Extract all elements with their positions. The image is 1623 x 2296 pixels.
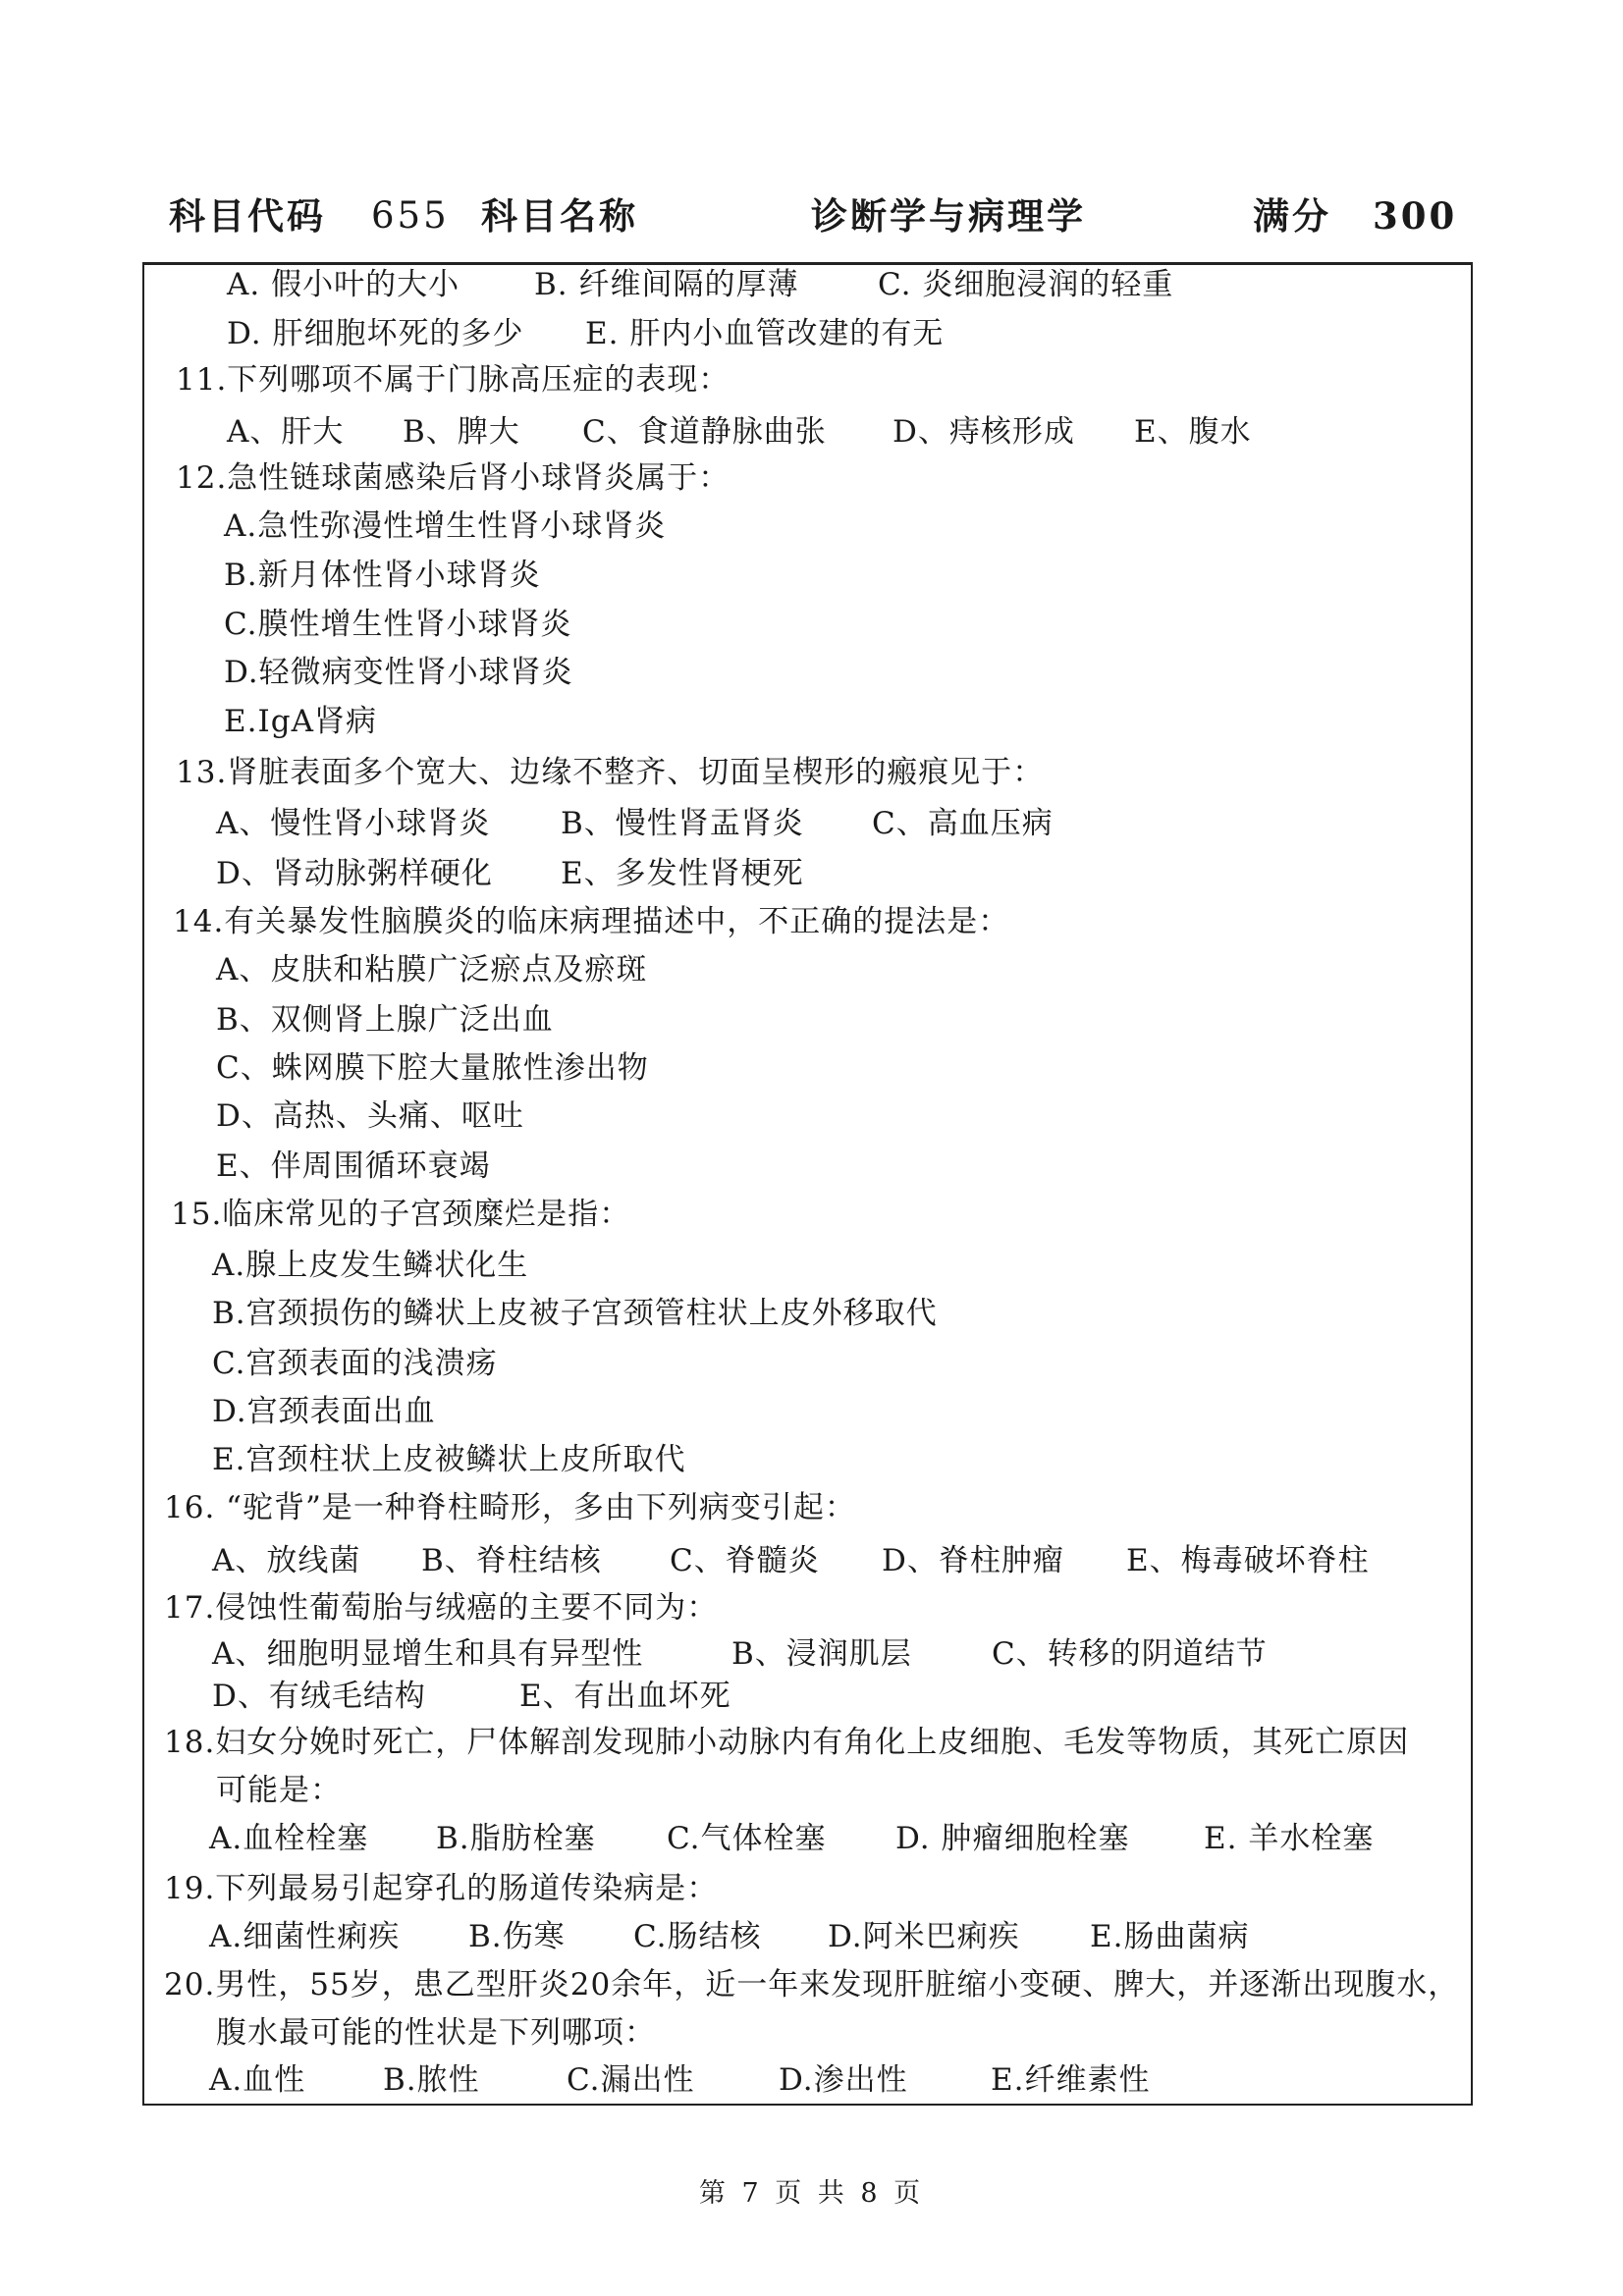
question-stem: 11.下列哪项不属于门脉高压症的表现： bbox=[176, 362, 730, 398]
answer-option: C.漏出性 bbox=[567, 2062, 695, 2098]
answer-option: A.急性弥漫性增生性肾小球肾炎 bbox=[224, 508, 667, 544]
answer-option: A. 假小叶的大小 bbox=[227, 267, 460, 302]
answer-option: C.宫颈表面的浅溃疡 bbox=[212, 1346, 498, 1381]
answer-option: C、脊髓炎 bbox=[670, 1543, 820, 1578]
answer-option: D.阿米巴痢疾 bbox=[828, 1919, 1020, 1954]
question-stem: 14.有关暴发性脑膜炎的临床病理描述中，不正确的提法是： bbox=[173, 904, 1010, 939]
full-score-label: 满分 bbox=[1253, 194, 1331, 238]
answer-option: A.细菌性痢疾 bbox=[209, 1919, 401, 1954]
question-stem: 可能是： bbox=[216, 1773, 342, 1808]
answer-option: C、转移的阴道结节 bbox=[992, 1636, 1268, 1672]
subject-code-label: 科目代码 bbox=[169, 194, 326, 238]
answer-option: A、细胞明显增生和具有异型性 bbox=[212, 1636, 644, 1672]
answer-option: B.脂肪栓塞 bbox=[436, 1821, 596, 1856]
answer-option: D.宫颈表面出血 bbox=[212, 1394, 436, 1429]
answer-option: D、有绒毛结构 bbox=[212, 1679, 426, 1714]
answer-option: B、脾大 bbox=[403, 414, 520, 450]
answer-option: E. 羊水栓塞 bbox=[1204, 1821, 1375, 1856]
answer-option: B. 纤维间隔的厚薄 bbox=[534, 267, 799, 302]
answer-option: D.轻微病变性肾小球肾炎 bbox=[224, 655, 573, 690]
answer-option: A.腺上皮发生鳞状化生 bbox=[212, 1248, 529, 1283]
answer-option: A、肝大 bbox=[227, 414, 345, 450]
answer-option: D、痔核形成 bbox=[893, 414, 1075, 450]
answer-option: C.膜性增生性肾小球肾炎 bbox=[224, 607, 572, 642]
answer-option: A.血性 bbox=[209, 2062, 306, 2098]
question-stem: 13.肾脏表面多个宽大、边缘不整齐、切面呈楔形的瘢痕见于： bbox=[176, 755, 1045, 790]
answer-option: E.肠曲菌病 bbox=[1090, 1919, 1250, 1954]
answer-option: B、脊柱结核 bbox=[421, 1543, 602, 1578]
answer-option: C、食道静脉曲张 bbox=[582, 414, 827, 450]
answer-option: A.血栓栓塞 bbox=[209, 1821, 369, 1856]
subject-code: 655 bbox=[371, 194, 450, 237]
answer-option: E.宫颈柱状上皮被鳞状上皮所取代 bbox=[212, 1442, 686, 1477]
answer-option: D.渗出性 bbox=[779, 2062, 908, 2098]
answer-option: D. 肿瘤细胞栓塞 bbox=[895, 1821, 1130, 1856]
answer-option: B.伤寒 bbox=[468, 1919, 566, 1954]
question-stem: 15.临床常见的子宫颈糜烂是指： bbox=[171, 1197, 631, 1232]
answer-option: C.肠结核 bbox=[633, 1919, 762, 1954]
question-stem: 18.妇女分娩时死亡，尸体解剖发现肺小动脉内有角化上皮细胞、毛发等物质，其死亡原因 bbox=[164, 1725, 1410, 1760]
answer-option: D、肾动脉粥样硬化 bbox=[216, 856, 493, 891]
answer-option: A、放线菌 bbox=[212, 1543, 361, 1578]
answer-option: E. 肝内小血管改建的有无 bbox=[585, 316, 945, 351]
answer-option: C、蛛网膜下腔大量脓性渗出物 bbox=[216, 1050, 649, 1086]
question-stem: 20.男性，55岁，患乙型肝炎20余年，近一年来发现肝脏缩小变硬、脾大，并逐渐出现腹水， bbox=[164, 1967, 1460, 2002]
answer-option: B.宫颈损伤的鳞状上皮被子宫颈管柱状上皮外移取代 bbox=[212, 1296, 938, 1331]
question-stem: 19.下列最易引起穿孔的肠道传染病是： bbox=[164, 1871, 719, 1906]
answer-option: B、双侧肾上腺广泛出血 bbox=[216, 1002, 554, 1038]
answer-option: E、多发性肾梗死 bbox=[561, 856, 804, 891]
question-stem: 12.急性链球菌感染后肾小球肾炎属于： bbox=[176, 460, 730, 496]
answer-option: E.纤维素性 bbox=[991, 2062, 1151, 2098]
full-score: 300 bbox=[1373, 194, 1458, 238]
answer-option: C. 炎细胞浸润的轻重 bbox=[878, 267, 1174, 302]
answer-option: E.IgA肾病 bbox=[224, 704, 377, 739]
answer-option: A、皮肤和粘膜广泛瘀点及瘀斑 bbox=[216, 952, 648, 988]
answer-option: E、腹水 bbox=[1134, 414, 1252, 450]
answer-option: A、慢性肾小球肾炎 bbox=[216, 806, 491, 841]
answer-option: B、慢性肾盂肾炎 bbox=[561, 806, 804, 841]
answer-option: D、高热、头痛、呕吐 bbox=[216, 1098, 524, 1134]
answer-option: D、脊柱肿瘤 bbox=[882, 1543, 1064, 1578]
answer-option: B.新月体性肾小球肾炎 bbox=[224, 558, 541, 593]
answer-option: D. 肝细胞坏死的多少 bbox=[227, 316, 524, 351]
answer-option: B、浸润肌层 bbox=[731, 1636, 912, 1672]
answer-option: C、高血压病 bbox=[872, 806, 1054, 841]
subject-name-label: 科目名称 bbox=[481, 194, 638, 238]
answer-option: B.脓性 bbox=[383, 2062, 480, 2098]
question-stem: 17.侵蚀性葡萄胎与绒癌的主要不同为： bbox=[164, 1590, 719, 1626]
subject-name: 诊断学与病理学 bbox=[811, 194, 1086, 238]
answer-option: E、有出血坏死 bbox=[519, 1679, 731, 1714]
question-stem: 腹水最可能的性状是下列哪项： bbox=[216, 2015, 656, 2051]
page-number: 第 7 页 共 8 页 bbox=[698, 2178, 925, 2209]
answer-option: C.气体栓塞 bbox=[667, 1821, 827, 1856]
answer-option: E、梅毒破坏脊柱 bbox=[1126, 1543, 1370, 1578]
question-stem: 16. “驼背”是一种脊柱畸形，多由下列病变引起： bbox=[164, 1490, 856, 1525]
answer-option: E、伴周围循环衰竭 bbox=[216, 1148, 491, 1184]
